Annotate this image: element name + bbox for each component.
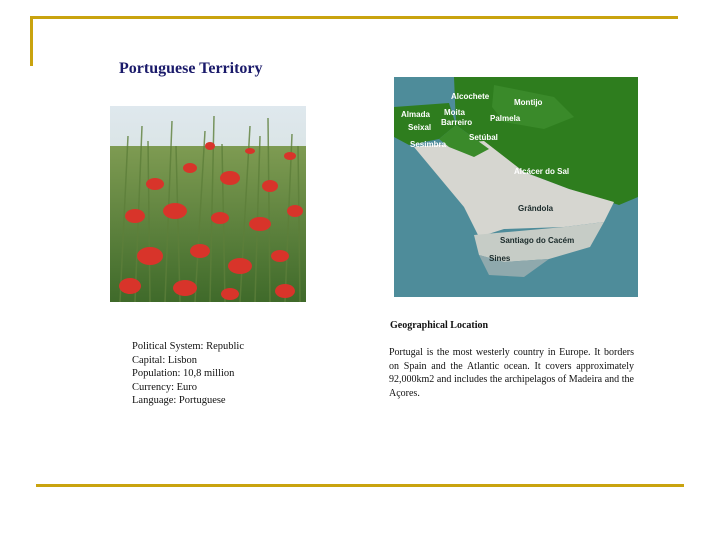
label-alcochete: Alcochete xyxy=(451,92,490,101)
label-palmela: Palmela xyxy=(490,114,521,123)
left-rule xyxy=(30,16,33,66)
label-alcacer: Alcácer do Sal xyxy=(514,167,570,176)
map-caption: Geographical Location xyxy=(390,320,489,331)
poppy-field-photo xyxy=(110,106,306,302)
label-seixal: Seixal xyxy=(408,123,432,132)
fact-political-system: Political System: Republic xyxy=(132,341,244,352)
label-barreiro: Barreiro xyxy=(441,118,473,127)
country-description: Portugal is the most westerly country in Europe. It borders on Spain and the Atlantic ocean. It covers approximately 92,000km2 and includes the archipelagos of Madeira and the Açores. xyxy=(389,347,634,399)
bottom-rule xyxy=(36,484,684,487)
country-facts xyxy=(132,340,244,408)
label-montijo: Montijo xyxy=(514,98,543,107)
fact-currency: Currency: Euro xyxy=(132,381,198,393)
poppy-field-illustration xyxy=(110,106,306,302)
label-sines: Sines xyxy=(489,254,511,263)
page-title: Portuguese Territory xyxy=(119,60,263,77)
label-grandola: Grândola xyxy=(518,204,554,213)
geographical-location-map xyxy=(394,77,638,297)
label-sesimbra: Sesimbra xyxy=(410,140,447,149)
fact-population: Population: 10,8 million xyxy=(132,368,235,379)
label-almada: Almada xyxy=(401,110,430,119)
label-moita: Moita xyxy=(444,108,465,117)
label-santiago: Santiago do Cacém xyxy=(500,236,575,245)
top-rule xyxy=(30,16,678,19)
fact-capital: Capital: Lisbon xyxy=(132,354,198,366)
label-setubal: Setúbal xyxy=(469,133,498,142)
fact-language: Language: Portuguese xyxy=(132,395,226,406)
